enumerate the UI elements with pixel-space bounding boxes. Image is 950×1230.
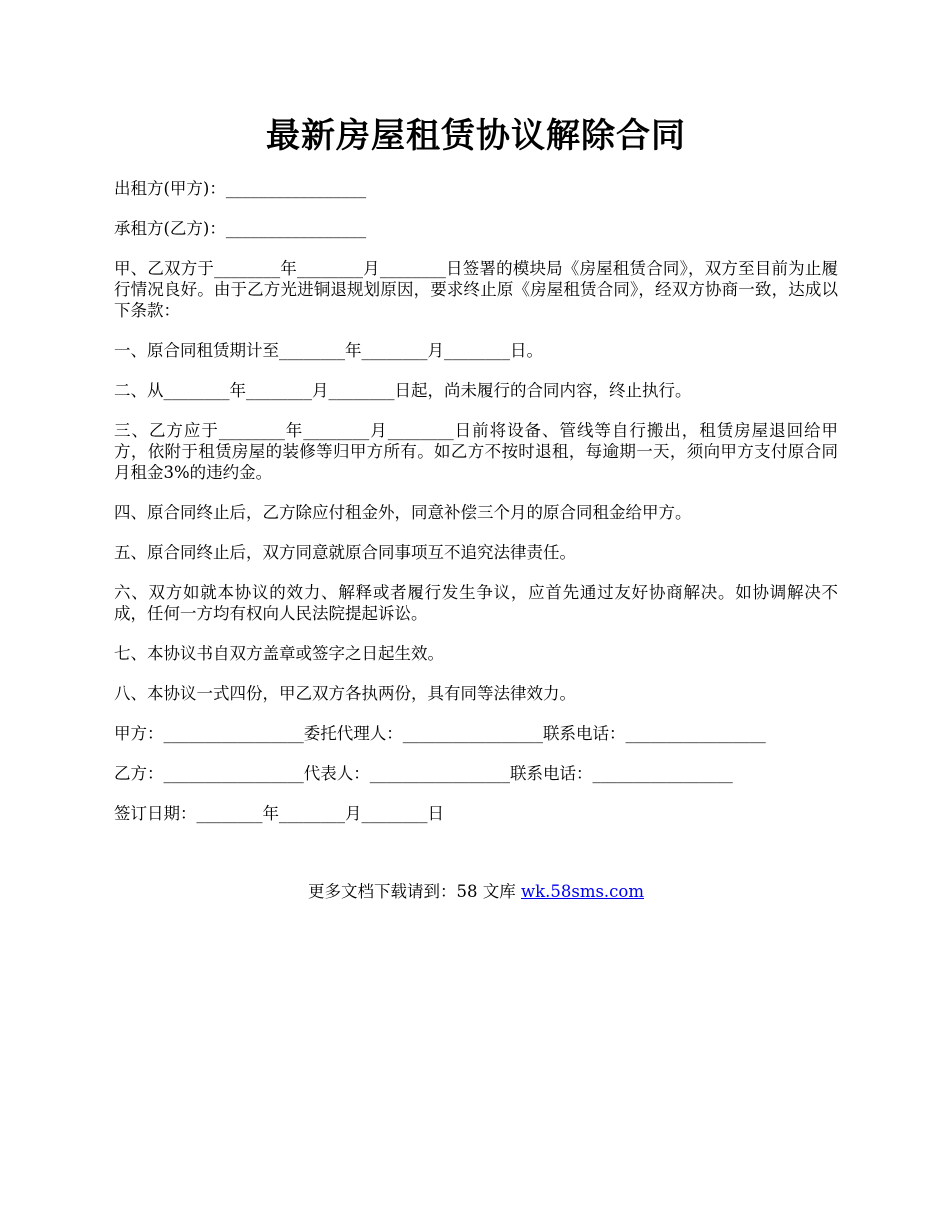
clause-8: 八、本协议一式四份，甲乙双方各执两份，具有同等法律效力。 (114, 684, 576, 703)
party-a-signature-line: 甲方：_________________委托代理人：_________________联系电话：_________________ (114, 724, 766, 743)
lessee-line: 承租方(乙方)：_________________ (114, 219, 367, 238)
party-b-signature-line: 乙方：_________________代表人：_________________联系电话：_________________ (114, 764, 733, 783)
document-title: 最新房屋租赁协议解除合同 (266, 116, 686, 156)
clause-1: 一、原合同租赁期计至________年________月________日。 (114, 341, 543, 360)
footer-link[interactable]: wk.58sms.com (520, 882, 644, 901)
clause-3: 三、乙方应于________年________月________日前将设备、管线等自行搬出，租赁房屋退回给甲方，依附于租赁房屋的装修等归甲方所有。如乙方不按时退租，每逾期一天，须向甲方支付原合同月租金3%的违约金。 (114, 421, 838, 482)
clause-5: 五、原合同终止后，双方同意就原合同事项互不追究法律责任。 (114, 543, 576, 562)
document-body (114, 178, 838, 843)
clause-4: 四、原合同终止后，乙方除应付租金外，同意补偿三个月的原合同租金给甲方。 (114, 503, 692, 522)
preamble-paragraph: 甲、乙双方于________年________月________日签署的模块局《房屋租赁合同》，双方至目前为止履行情况良好。由于乙方光进铜退规划原因，要求终止原《房屋租赁合同》，经双方协商一致，达成以下条款： (114, 259, 838, 320)
clause-6: 六、双方如就本协议的效力、解释或者履行发生争议，应首先通过友好协商解决。如协调解决不成，任何一方均有权向人民法院提起诉讼。 (114, 583, 838, 623)
clause-2: 二、从________年________月________日起，尚未履行的合同内容，终止执行。 (114, 381, 692, 400)
lessor-line: 出租方(甲方)：_________________ (114, 179, 367, 198)
signing-date-line: 签订日期：________年________月________日 (114, 804, 444, 823)
clause-7: 七、本协议书自双方盖章或签字之日起生效。 (114, 644, 444, 663)
download-footer (114, 880, 838, 904)
footer-text: 更多文档下载请到：58 文库 (307, 882, 521, 901)
